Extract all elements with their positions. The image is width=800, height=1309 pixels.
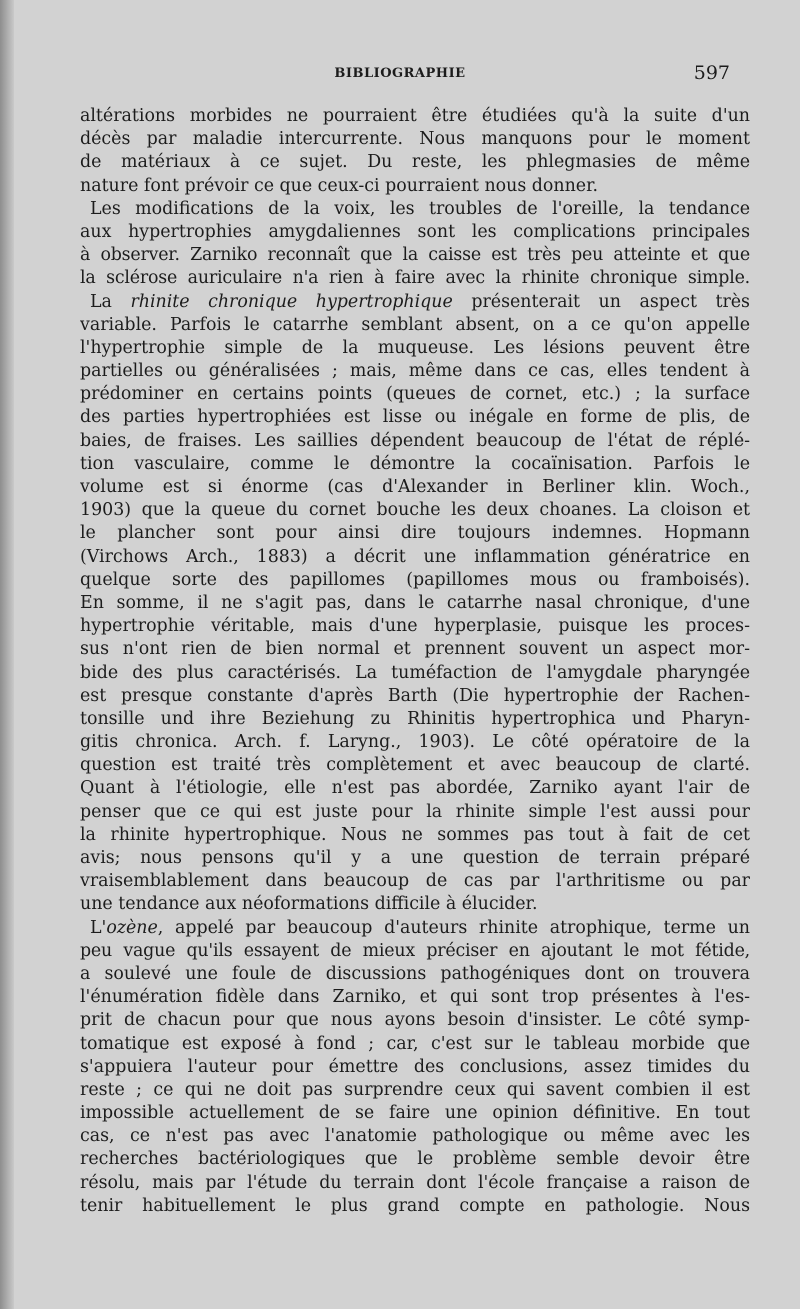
text-line: tomatique est exposé à fond ; car, c'est sur le tableau morbide que [80, 1033, 750, 1054]
text-line: la sclérose auriculaire n'a rien à faire avec la rhinite chronique simple. [80, 268, 750, 289]
text-line: une tendance aux néoformations difficile à élucider. [80, 894, 538, 915]
text-line: avis; nous pensons qu'il y a une question de terrain préparé [80, 848, 750, 868]
text-line: hypertrophie véritable, mais d'une hyperplasie, puisque les proces- [80, 616, 750, 637]
text-line: l'énumération fidèle dans Zarniko, et qui sont trop présentes à l'es- [80, 987, 750, 1008]
text-line: question est traité très complètement et avec beaucoup de clarté. [80, 755, 750, 776]
text-line: des parties hypertrophiées est lisse ou inégale en forme de plis, de [80, 407, 750, 428]
text-line: l'hypertrophie simple de la muqueuse. Les lésions peuvent être [80, 337, 750, 358]
text-line: prit de chacun pour que nous ayons besoin d'insister. Le côté symp- [80, 1010, 750, 1031]
text-line: En somme, il ne s'agit pas, dans le catarrhe nasal chronique, d'une [80, 592, 750, 613]
text-line: décès par maladie intercurrente. Nous manquons pour le moment [80, 129, 750, 150]
text-line: gitis chronica. Arch. f. Laryng., 1903). Le côté opératoire de la [80, 732, 750, 753]
text-line: est presque constante d'après Barth (Die hypertrophie der Rachen- [80, 685, 750, 706]
text-line: impossible actuellement de se faire une opinion définitive. En tout [80, 1103, 750, 1124]
text-line: (Virchows Arch., 1883) a décrit une inflammation génératrice en [80, 546, 750, 567]
text-line: nature font prévoir ce que ceux-ci pourraient nous donner. [80, 175, 599, 196]
text-line: vraisemblablement dans beaucoup de cas par l'arthritisme ou par [80, 871, 750, 892]
running-head [0, 64, 800, 88]
page-number: 597 [693, 62, 730, 84]
text-line: résolu, mais par l'étude du terrain dont l'école française a raison de [80, 1172, 750, 1193]
text-line: a soulevé une foule de discussions pathogéniques dont on trouvera [80, 963, 750, 984]
text-line: cas, ce n'est pas avec l'anatomie pathologique ou même avec les [80, 1126, 750, 1147]
text-line: tonsille und ihre Beziehung zu Rhinitis hypertrophica und Pharyn- [80, 708, 750, 729]
italic-phrase: ozène [106, 917, 158, 938]
body-text [80, 105, 750, 1218]
text-line: partielles ou généralisées ; mais, même dans ce cas, elles tendent à [80, 361, 750, 382]
text-line: altérations morbides ne pourraient être étudiées qu'à la suite d'un [80, 106, 750, 126]
text-line: sus n'ont rien de bien normal et prennent souvent un aspect mor- [80, 639, 750, 660]
text-line: le plancher sont pour ainsi dire toujours indemnes. Hopmann [80, 523, 750, 544]
text-line: la rhinite hypertrophique. Nous ne sommes pas tout à fait de cet [80, 824, 750, 845]
text-line: prédominer en certains points (queues de cornet, etc.) ; la surface [80, 384, 750, 405]
text-line: tion vasculaire, comme le démontre la cocaïnisation. Parfois le [80, 453, 750, 474]
text-line: Quant à l'étiologie, elle n'est pas abordée, Zarniko ayant l'air de [80, 778, 750, 799]
text-line: bide des plus caractérisés. La tuméfaction de l'amygdale pharyngée [80, 662, 750, 683]
text-line: quelque sorte des papillomes (papillomes mous ou framboisés). [80, 569, 750, 590]
text-line: baies, de fraises. Les saillies dépendent beaucoup de l'état de réplé- [80, 430, 750, 451]
running-title: BIBLIOGRAPHIE [334, 66, 466, 81]
text-line: de matériaux à ce sujet. Du reste, les phlegmasies de même [80, 152, 750, 173]
text-line: L'ozène, appelé par beaucoup d'auteurs rhinite atrophique, terme un [90, 917, 750, 938]
text-line: Les modifications de la voix, les troubles de l'oreille, la tendance [90, 198, 750, 219]
text-line: volume est si énorme (cas d'Alexander in Berliner klin. Woch., [80, 477, 750, 497]
text-line: s'appuiera l'auteur pour émettre des conclusions, assez timides du [80, 1056, 750, 1077]
italic-phrase: rhinite chronique hypertrophique [130, 291, 453, 312]
text-line: penser que ce qui est juste pour la rhinite simple l'est aussi pour [80, 801, 750, 822]
text-line: aux hypertrophies amygdaliennes sont les complications principales [80, 221, 750, 242]
text-line: à observer. Zarniko reconnaît que la caisse est très peu atteinte et que [80, 245, 750, 266]
text-line: recherches bactériologiques que le problème semble devoir être [80, 1149, 750, 1170]
text-line: reste ; ce qui ne doit pas surprendre ceux qui savent combien il est [80, 1079, 750, 1100]
text-line: tenir habituellement le plus grand compte en pathologie. Nous [80, 1195, 750, 1216]
text-line: 1903) que la queue du cornet bouche les deux choanes. La cloison et [80, 500, 750, 521]
text-line: peu vague qu'ils essayent de mieux préciser en ajoutant le mot fétide, [80, 940, 750, 961]
text-line: La rhinite chronique hypertrophique présenterait un aspect très [90, 291, 750, 312]
text-line: variable. Parfois le catarrhe semblant absent, on a ce qu'on appelle [80, 314, 750, 335]
